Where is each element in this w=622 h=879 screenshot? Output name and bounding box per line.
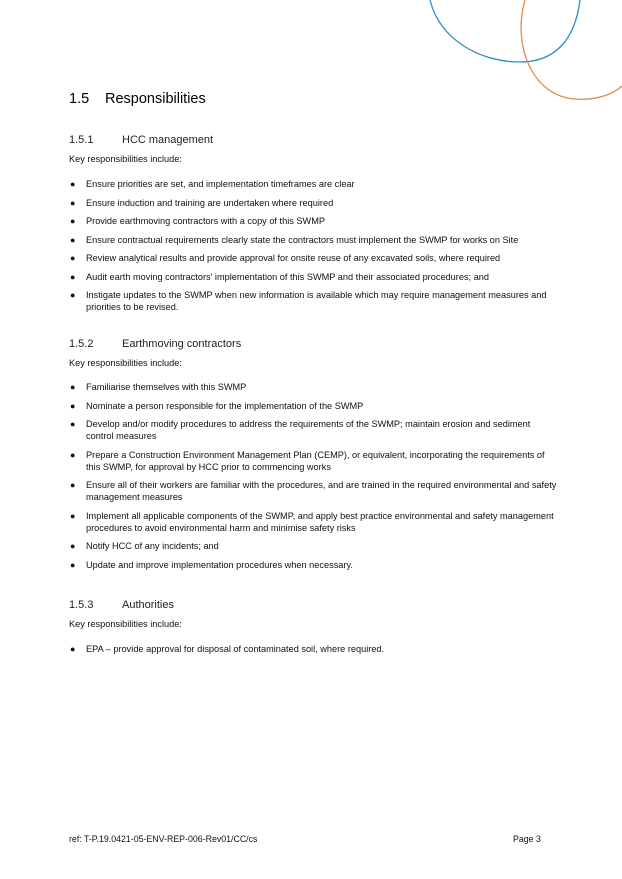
bullet-icon: ●	[70, 510, 76, 521]
bullet-icon: ●	[70, 216, 76, 226]
intro-text: Key responsibilities include:	[69, 154, 182, 164]
list-item: ● Nominate a person responsible for the implementation of the SWMP	[70, 400, 364, 411]
responsibility-list-authorities	[69, 643, 559, 662]
subsection-title: Authorities	[122, 599, 174, 611]
section-heading	[69, 91, 206, 107]
bullet-icon: ●	[70, 541, 76, 551]
list-item: ● Provide earthmoving contractors with a copy of this SWMP	[70, 216, 325, 226]
bullet-icon: ●	[70, 559, 76, 570]
subsection-title: Earthmoving contractors	[122, 338, 242, 350]
bullet-icon: ●	[70, 480, 76, 490]
responsibility-list-hcc	[69, 178, 559, 320]
bullet-icon: ●	[70, 271, 76, 282]
list-item: ● Ensure all of their workers are familiar with the procedures, and are trained in the required environmental and safety management measures	[70, 480, 557, 502]
bullet-icon: ●	[70, 382, 76, 392]
bullet-icon: ●	[70, 449, 76, 460]
list-item: ● Develop and/or modify procedures to address the requirements of the SWMP; maintain erosion and sediment control measures	[70, 419, 531, 441]
blue-arc	[430, 0, 580, 62]
subsection-heading-hcc-management	[69, 134, 213, 146]
bullet-icon: ●	[70, 179, 76, 189]
list-item: ● Ensure induction and training are undertaken where required	[70, 197, 334, 208]
list-item: ● Ensure priorities are set, and implementation timeframes are clear	[70, 179, 355, 189]
list-item: ● Prepare a Construction Environment Management Plan (CEMP), or equivalent, incorporating the requirements of this SWMP, for approval by HCC prior to commencing works	[70, 449, 545, 472]
intro-text: Key responsibilities include:	[69, 358, 182, 368]
orange-arc	[521, 0, 622, 99]
bullet-icon: ●	[70, 197, 76, 208]
list-item: ● Familiarise themselves with this SWMP	[70, 382, 247, 392]
list-item: ● Implement all applicable components of the SWMP, and apply best practice environmental and safety management procedures to avoid environmental harm and minimise safety risks	[70, 510, 554, 533]
list-item: ● Ensure contractual requirements clearly state the contractors must implement the SWMP for works on Site	[70, 234, 519, 245]
list-item: ● Review analytical results and provide approval for onsite reuse of any excavated soils, where required	[70, 253, 501, 263]
subsection-number: 1.5.3	[69, 599, 94, 611]
subsection-number: 1.5.2	[69, 338, 94, 350]
footer-reference: ref: T-P.19.0421-05-ENV-REP-006-Rev01/CC/cs	[69, 834, 258, 844]
list-item: ● Audit earth moving contractors' implementation of this SWMP and their associated procedures; and	[70, 271, 489, 282]
subsection-heading-authorities	[69, 599, 174, 611]
list-item: ● Notify HCC of any incidents; and	[70, 541, 219, 551]
bullet-icon: ●	[70, 400, 76, 411]
list-item: ● EPA – provide approval for disposal of contaminated soil, where required.	[70, 644, 385, 654]
section-title: Responsibilities	[105, 91, 206, 107]
list-item: ● Instigate updates to the SWMP when new information is available which may require management measures and priorities to be revised.	[70, 290, 547, 312]
bullet-icon: ●	[70, 290, 76, 300]
intro-text: Key responsibilities include:	[69, 619, 182, 629]
bullet-icon: ●	[70, 253, 76, 263]
responsibility-list-contractors	[69, 381, 559, 577]
bullet-icon: ●	[70, 419, 76, 429]
page-number: Page 3	[513, 834, 541, 844]
subsection-number: 1.5.1	[69, 134, 94, 146]
bullet-icon: ●	[70, 234, 76, 245]
subsection-heading-earthmoving-contractors	[69, 338, 241, 350]
section-number: 1.5	[69, 91, 90, 107]
subsection-title: HCC management	[122, 134, 214, 146]
bullet-icon: ●	[70, 644, 76, 654]
list-item: ● Update and improve implementation procedures when necessary.	[70, 559, 353, 570]
